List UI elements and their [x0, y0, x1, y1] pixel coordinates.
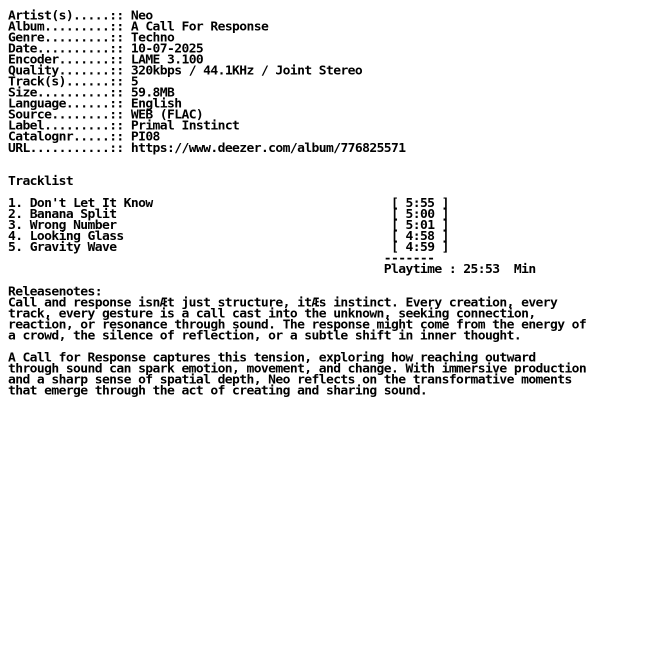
info-value-url: https://www.deezer.com/album/776825571 [130, 141, 406, 156]
info-row-language: Language......:: English [8, 97, 182, 112]
info-value-tracks: 5 [130, 75, 139, 90]
info-value-size: 59.8MB [130, 86, 175, 101]
info-row-tracks: Track(s)......:: 5 [8, 75, 139, 90]
track-time: [ 5:55 ] [391, 196, 449, 211]
track-time: [ 5:01 ] [391, 218, 449, 233]
track-time: [ 4:58 ] [391, 229, 449, 244]
track-title: Looking Glass [29, 229, 124, 244]
info-row-artist: Artist(s).....:: Neo [8, 9, 153, 23]
track-row: 5. Gravity Wave [ 4:59 ] [8, 241, 449, 255]
releasenotes-line: and a sharp sense of spatial depth, Neo reflects on the transformative moments [8, 373, 572, 388]
info-value-artist: Neo [130, 9, 153, 23]
releasenotes-line: a crowd, the silence of reflection, or a subtle shift in inner thought. [8, 329, 522, 344]
track-title: Gravity Wave [29, 241, 117, 255]
info-value-album: A Call For Response [130, 20, 269, 34]
info-value-label: Primal Instinct [130, 119, 240, 134]
tracklist-heading: Tracklist [8, 174, 74, 189]
info-row-size: Size..........:: 59.8MB [8, 86, 175, 101]
nfo-text [8, 11, 586, 397]
releasenotes-heading: Releasenotes: [8, 285, 102, 299]
info-value-source: WEB (FLAC) [130, 108, 204, 123]
info-value-genre: Techno [130, 31, 175, 46]
info-row-genre: Genre.........:: Techno [8, 31, 175, 46]
releasenotes-line: through sound can spark emotion, movement, and change. With immersive production [8, 362, 587, 377]
info-row-album: Album.........:: A Call For Response [8, 20, 269, 34]
releasenotes-line: Call and response isnÆt just structure, itÆs instinct. Every creation, every [8, 296, 558, 310]
playtime-total: Playtime : 25:53 Min [383, 263, 536, 277]
info-row-url: URL...........:: https://www.deezer.com/album/776825571 [8, 141, 406, 156]
releasenotes-line: A Call for Response captures this tension, exploring how reaching outward [8, 351, 536, 366]
track-row: 1. Don't Let It Know [ 5:55 ] [8, 196, 449, 211]
info-value-quality: 320kbps / 44.1KHz / Joint Stereo [130, 64, 363, 79]
info-value-encoder: LAME 3.100 [130, 53, 204, 68]
info-row-catalognr: Catalognr.....:: PI08 [8, 130, 160, 145]
tracklist-divider: ------- [383, 252, 435, 266]
track-row: 3. Wrong Number [ 5:01 ] [8, 218, 449, 233]
track-time: [ 4:59 ] [391, 241, 449, 255]
releasenotes-line: track, every gesture is a call cast into the unknown, seeking connection, [8, 307, 536, 322]
info-row-source: Source........:: WEB (FLAC) [8, 108, 204, 123]
info-value-language: English [130, 97, 182, 112]
track-row: 4. Looking Glass [ 4:58 ] [8, 229, 449, 244]
track-row: 2. Banana Split [ 5:00 ] [8, 207, 449, 222]
releasenotes-line: that emerge through the act of creating and sharing sound. [8, 384, 428, 399]
info-row-quality: Quality.......:: 320kbps / 44.1KHz / Joint Stereo [8, 64, 363, 79]
info-row-label: Label.........:: Primal Instinct [8, 119, 240, 134]
track-title: Wrong Number [29, 218, 117, 233]
info-value-catalognr: PI08 [130, 130, 160, 145]
track-title: Don't Let It Know [29, 196, 153, 211]
track-time: [ 5:00 ] [391, 207, 449, 222]
info-row-encoder: Encoder.......:: LAME 3.100 [8, 53, 204, 68]
releasenotes-line: reaction, or resonance through sound. The response might come from the energy of [8, 318, 587, 333]
info-value-date: 10-07-2025 [130, 42, 204, 57]
track-title: Banana Split [29, 207, 117, 222]
info-row-date: Date..........:: 10-07-2025 [8, 42, 204, 57]
